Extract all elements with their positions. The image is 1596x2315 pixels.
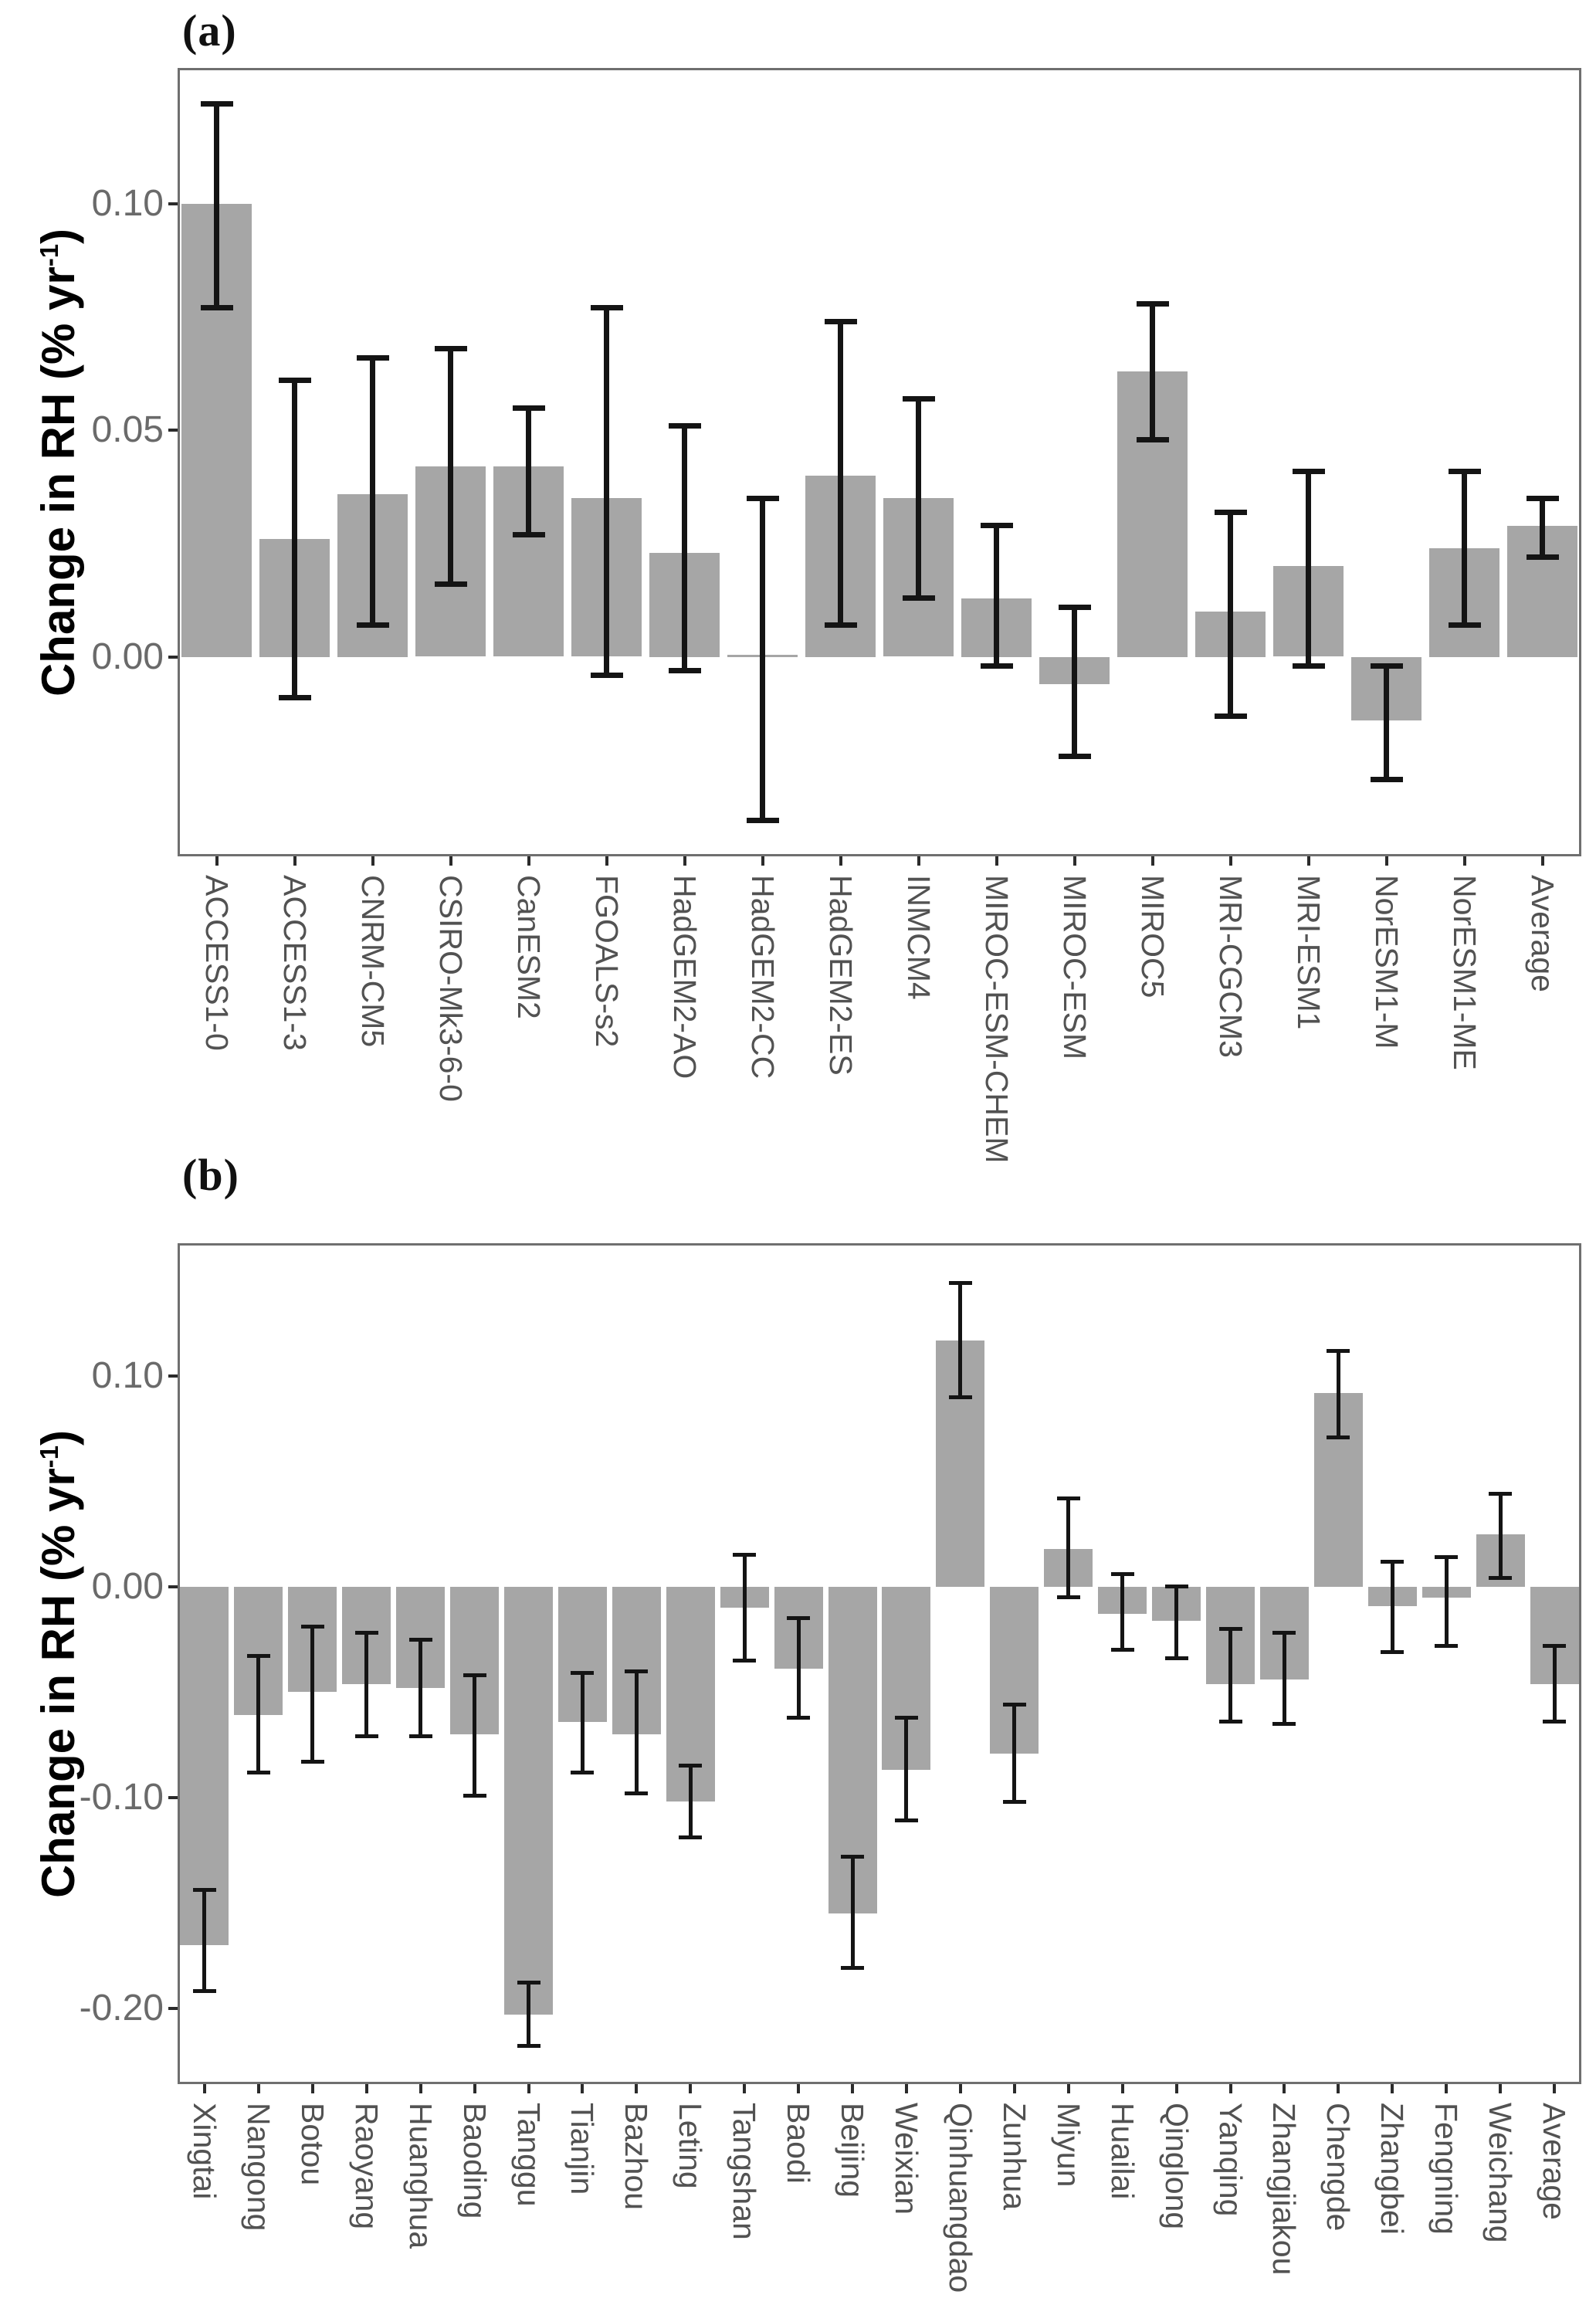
x-axis-tick-mark <box>1175 2084 1178 2093</box>
x-tick-label-Weichang: Weichang <box>1482 2103 1518 2243</box>
y-axis-tick-mark <box>168 1585 178 1588</box>
x-tick-label-Huanghua: Huanghua <box>403 2103 439 2249</box>
x-axis-tick-mark <box>635 2084 638 2093</box>
x-tick-label-Qinhuangdao: Qinhuangdao <box>943 2103 978 2293</box>
x-tick-label-MRI-CGCM3: MRI-CGCM3 <box>1213 875 1249 1058</box>
x-tick-label-HadGEM2-AO: HadGEM2-AO <box>667 875 703 1080</box>
x-tick-label-HadGEM2-ES: HadGEM2-ES <box>823 875 859 1076</box>
y-tick-label: 0.00 <box>91 636 164 677</box>
x-tick-label-FGOALS-s2: FGOALS-s2 <box>589 875 625 1048</box>
x-tick-label-Botou: Botou <box>295 2103 330 2186</box>
y-axis-tick-mark <box>168 1374 178 1378</box>
x-axis-tick-mark <box>743 2084 746 2093</box>
x-tick-label-ACCESS1-3: ACCESS1-3 <box>277 875 313 1051</box>
x-tick-label-Tangshan: Tangshan <box>727 2103 762 2240</box>
x-tick-label-Baodi: Baodi <box>781 2103 816 2184</box>
x-axis-tick-mark <box>851 2084 854 2093</box>
ylabel-superscript: -1 <box>35 1445 63 1469</box>
x-tick-label-MRI-ESM1: MRI-ESM1 <box>1291 875 1327 1030</box>
x-axis-tick-mark <box>1067 2084 1070 2093</box>
x-tick-label-Yanqing: Yanqing <box>1213 2103 1249 2217</box>
ylabel-superscript: -1 <box>35 243 63 267</box>
x-axis-tick-mark <box>1013 2084 1016 2093</box>
plot-panel-border <box>178 1243 1581 2084</box>
x-axis-tick-mark <box>419 2084 422 2093</box>
x-axis-tick-mark <box>959 2084 962 2093</box>
x-axis-tick-mark <box>581 2084 584 2093</box>
x-axis-tick-mark <box>203 2084 206 2093</box>
x-tick-label-CSIRO-Mk3-6-0: CSIRO-Mk3-6-0 <box>433 875 469 1102</box>
x-tick-label-Zunhua: Zunhua <box>997 2103 1032 2211</box>
x-tick-label-MIROC5: MIROC5 <box>1135 875 1171 998</box>
panel-a-tag: (a) <box>182 5 237 56</box>
x-tick-label-NorESM1-ME: NorESM1-ME <box>1447 875 1482 1070</box>
x-tick-label-Raoyang: Raoyang <box>349 2103 385 2230</box>
x-tick-label-Nangong: Nangong <box>241 2103 276 2232</box>
y-tick-label: 0.05 <box>91 409 164 450</box>
x-tick-label-Weixian: Weixian <box>889 2103 924 2215</box>
x-tick-label-NorESM1-M: NorESM1-M <box>1369 875 1405 1049</box>
x-tick-label-Leting: Leting <box>673 2103 708 2189</box>
x-tick-label-Bazhou: Bazhou <box>618 2103 654 2211</box>
x-axis-tick-mark <box>365 2084 368 2093</box>
x-tick-label-Chengde: Chengde <box>1320 2103 1356 2232</box>
x-axis-tick-mark <box>905 2084 908 2093</box>
y-axis-title: Change in RH (% $yr^{-1}$) <box>32 1429 84 1899</box>
x-tick-label-Baoding: Baoding <box>457 2103 493 2219</box>
x-tick-label-Huailai: Huailai <box>1105 2103 1140 2200</box>
y-axis-tick-mark <box>168 1796 178 1799</box>
x-tick-label-INMCM4: INMCM4 <box>901 875 937 1000</box>
x-tick-label-ACCESS1-0: ACCESS1-0 <box>199 875 235 1051</box>
x-tick-label-CNRM-CM5: CNRM-CM5 <box>355 875 391 1048</box>
x-axis-tick-mark <box>1499 2084 1502 2093</box>
y-tick-label: 0.00 <box>91 1566 164 1607</box>
x-axis-tick-mark <box>257 2084 260 2093</box>
x-tick-label-Zhangjiakou: Zhangjiakou <box>1266 2103 1302 2276</box>
x-axis-tick-mark <box>527 2084 530 2093</box>
y-tick-label: 0.10 <box>91 1355 164 1396</box>
x-tick-label-Average: Average <box>1525 875 1560 992</box>
x-tick-label-Miyun: Miyun <box>1051 2103 1086 2188</box>
x-axis-tick-mark <box>797 2084 800 2093</box>
x-axis-tick-mark <box>689 2084 692 2093</box>
x-axis-tick-mark <box>1121 2084 1124 2093</box>
x-axis-tick-mark <box>1553 2084 1556 2093</box>
x-tick-label-CanESM2: CanESM2 <box>511 875 547 1019</box>
y-axis-title: Change in RH (% $yr^{-1}$) <box>32 228 84 697</box>
x-tick-label-MIROC-ESM-CHEM: MIROC-ESM-CHEM <box>979 875 1015 1164</box>
y-axis-tick-mark <box>168 2007 178 2010</box>
x-tick-label-Average: Average <box>1537 2103 1572 2220</box>
y-tick-label: -0.20 <box>79 1988 164 2029</box>
x-tick-label-Tianjin: Tianjin <box>564 2103 600 2195</box>
x-tick-label-Xingtai: Xingtai <box>187 2103 222 2200</box>
x-tick-label-Beijing: Beijing <box>835 2103 870 2198</box>
y-tick-label: 0.10 <box>91 183 164 224</box>
x-axis-tick-mark <box>1391 2084 1394 2093</box>
x-axis-tick-mark <box>1445 2084 1448 2093</box>
x-axis-tick-mark <box>1229 2084 1232 2093</box>
x-axis-tick-mark <box>473 2084 476 2093</box>
x-tick-label-MIROC-ESM: MIROC-ESM <box>1057 875 1093 1060</box>
y-tick-label: -0.10 <box>79 1777 164 1818</box>
panel-b-tag: (b) <box>182 1150 239 1200</box>
x-tick-label-Qinglong: Qinglong <box>1159 2103 1194 2230</box>
x-axis-tick-mark <box>311 2084 314 2093</box>
x-tick-label-Fengning: Fengning <box>1428 2103 1464 2235</box>
x-axis-tick-mark <box>1337 2084 1340 2093</box>
x-tick-label-HadGEM2-CC: HadGEM2-CC <box>745 875 781 1080</box>
x-tick-label-Tanggu: Tanggu <box>511 2103 547 2207</box>
x-tick-label-Zhangbei: Zhangbei <box>1374 2103 1410 2235</box>
x-axis-tick-mark <box>1283 2084 1286 2093</box>
